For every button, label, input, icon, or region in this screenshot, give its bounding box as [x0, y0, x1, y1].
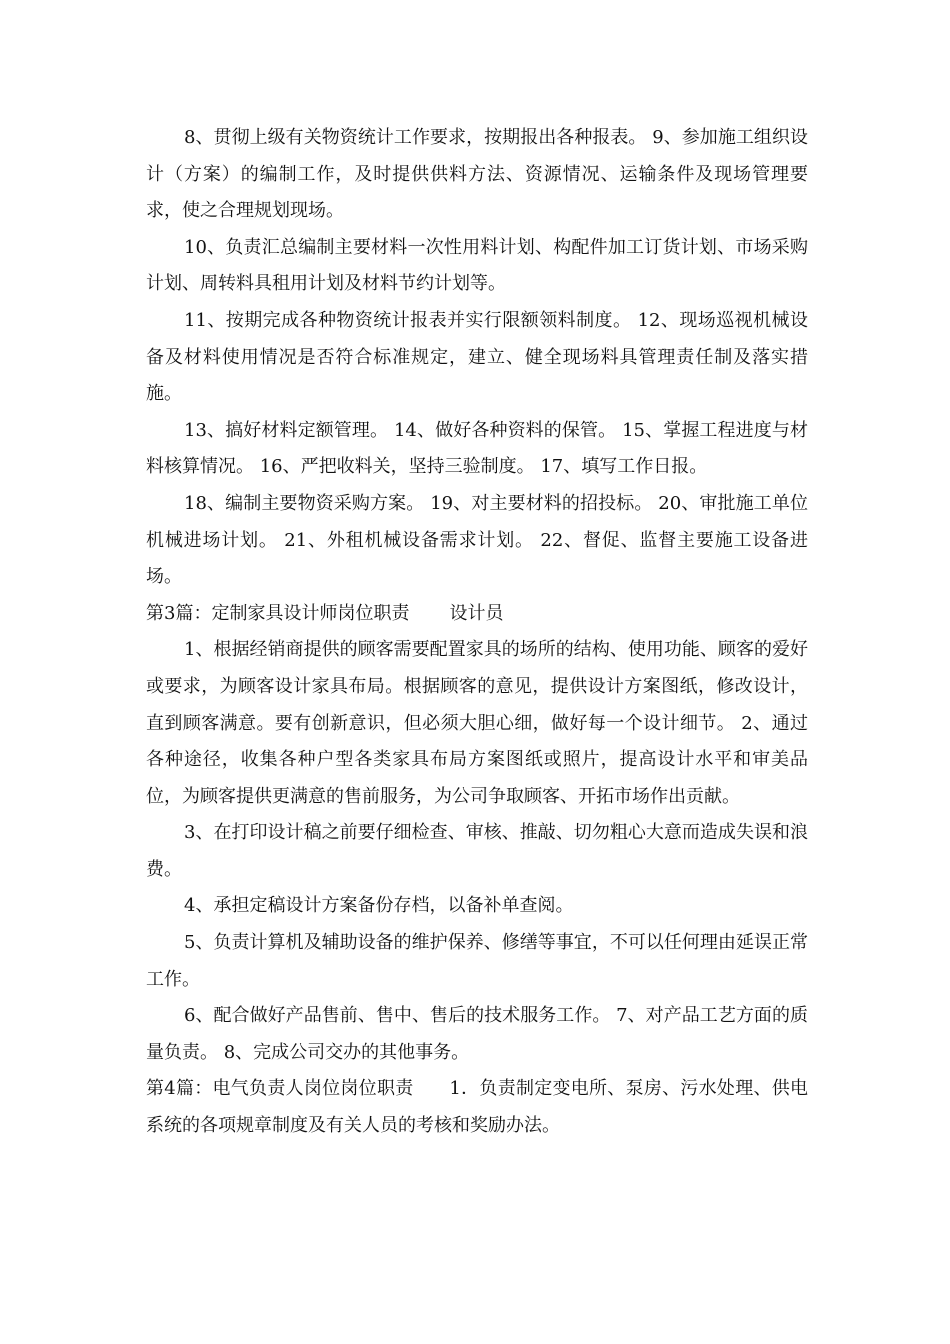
paragraph-item-13-17: 13、搞好材料定额管理。 14、做好各种资料的保管。 15、掌握工程进度与材料核算情况。 16、严把收料关，坚持三验制度。 17、填写工作日报。 [146, 419, 808, 478]
paragraph-designer-4: 4、承担定稿设计方案备份存档，以备补单查阅。 [184, 895, 574, 917]
paragraph-item-18-22: 18、编制主要物资采购方案。 19、对主要材料的招投标。 20、审批施工单位机械进场计划。 21、外租机械设备需求计划。 22、督促、监督主要施工设备进场。 [146, 492, 808, 588]
section-heading-part-3: 第3篇：定制家具设计师岗位职责 设计员 [146, 602, 504, 624]
paragraph-designer-6-8: 6、配合做好产品售前、售中、售后的技术服务工作。 7、对产品工艺方面的质量负责。 8、完成公司交办的其他事务。 [146, 1005, 808, 1063]
paragraph-item-10: 10、负责汇总编制主要材料一次性用料计划、构配件加工订货计划、市场采购计划、周转料具租用计划及材料节约计划等。 [146, 236, 808, 295]
section-heading-part-4: 第4篇：电气负责人岗位岗位职责 1．负责制定变电所、泵房、污水处理、供电系统的各项规章制度及有关人员的考核和奖励办法。 [146, 1078, 808, 1137]
paragraph-designer-1-2: 1、根据经销商提供的顾客需要配置家具的场所的结构、使用功能、顾客的爱好或要求，为顾客设计家具布局。根据顾客的意见，提供设计方案图纸，修改设计，直到顾客满意。要有创新意识，但必须大胆心细，做好每一个设计细节。 2、通过各种途径，收集各种户型各类家具布局方案图纸或照片，提高设计水平和审美品位，为顾客提供更满意的售前服务，为公司争取顾客、开拓市场作出贡献。 [146, 639, 808, 807]
paragraph-designer-3: 3、在打印设计稿之前要仔细检查、审核、推敲、切勿粗心大意而造成失误和浪费。 [146, 822, 808, 880]
paragraph-item-11-12: 11、按期完成各种物资统计报表并实行限额领料制度。 12、现场巡视机械设备及材料使用情况是否符合标准规定，建立、健全现场料具管理责任制及落实措施。 [146, 309, 808, 405]
paragraph-designer-5: 5、负责计算机及辅助设备的维护保养、修缮等事宜，不可以任何理由延误正常工作。 [146, 932, 808, 990]
paragraph-item-8-9: 8、贯彻上级有关物资统计工作要求，按期报出各种报表。 9、参加施工组织设计（方案）的编制工作，及时提供供料方法、资源情况、运输条件及现场管理要求，使之合理规划现场。 [146, 127, 808, 222]
document-body [146, 120, 808, 1145]
